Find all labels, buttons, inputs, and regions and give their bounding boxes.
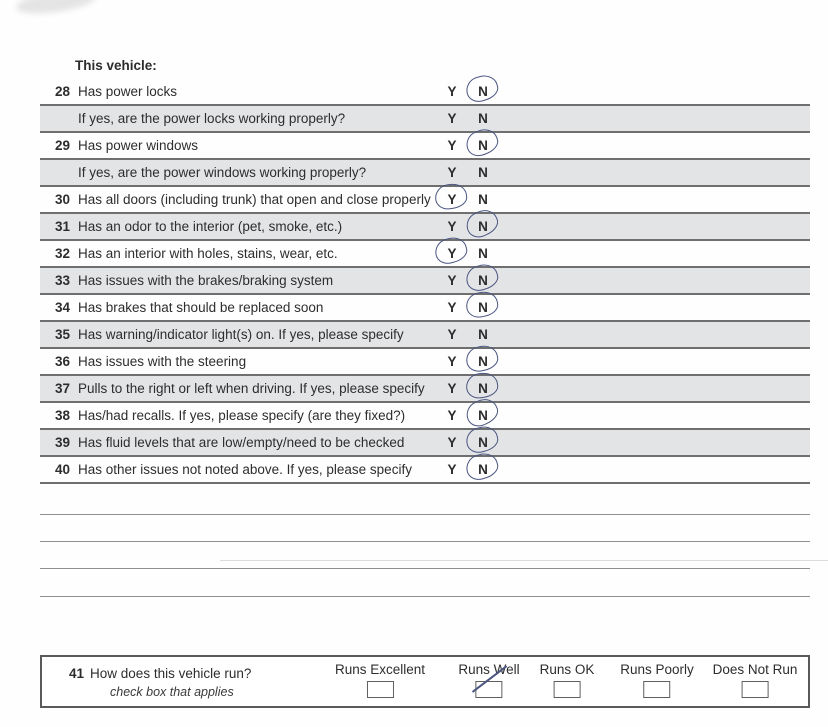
row-label: Has power locks: [78, 84, 178, 99]
no-option[interactable]: N: [476, 376, 490, 401]
row-number: 29: [55, 138, 71, 153]
qa-row: [40, 457, 810, 484]
run-option: [713, 662, 798, 698]
run-option: [458, 662, 519, 698]
no-option[interactable]: N: [478, 192, 488, 207]
yes-option[interactable]: Y: [447, 435, 457, 450]
yes-option[interactable]: Y: [447, 354, 457, 369]
scan-smudge-artifact: [15, 0, 97, 17]
row-label: Pulls to the right or left when driving. If yes, please specify: [78, 381, 425, 396]
qa-row: [40, 79, 810, 106]
run-option-checkbox[interactable]: [476, 681, 503, 698]
no-option[interactable]: N: [476, 457, 490, 482]
run-option-label: Runs Excellent: [334, 662, 426, 677]
row-number: 34: [55, 300, 71, 315]
run-option-label: Runs OK: [539, 662, 595, 677]
no-option[interactable]: N: [476, 430, 490, 455]
qa-rows: [40, 79, 810, 484]
yes-option[interactable]: Y: [447, 273, 457, 288]
row-number: 30: [55, 192, 71, 207]
qa-row: [40, 403, 810, 430]
yes-option[interactable]: Y: [447, 219, 457, 234]
yes-option[interactable]: Y: [445, 241, 459, 266]
row-number: 37: [55, 381, 71, 396]
note-line: [40, 541, 810, 542]
run-option: [620, 662, 694, 698]
question-41-instruction: check box that applies: [110, 685, 234, 699]
no-option[interactable]: N: [476, 214, 490, 239]
row-label: Has issues with the steering: [78, 354, 247, 369]
note-line: [40, 514, 810, 515]
qa-row: [40, 160, 810, 187]
yes-option[interactable]: Y: [445, 187, 459, 212]
no-option[interactable]: N: [476, 79, 490, 104]
row-label: Has warning/indicator light(s) on. If yes, please specify: [78, 327, 404, 342]
row-label: Has/had recalls. If yes, please specify (are they fixed?): [78, 408, 406, 423]
row-label: Has all doors (including trunk) that open and close properly: [78, 192, 431, 207]
run-option-label: Runs Well: [458, 662, 520, 677]
run-option-checkbox[interactable]: [366, 681, 393, 698]
row-label: Has fluid levels that are low/empty/need to be checked: [78, 435, 405, 450]
run-option-label: Runs Poorly: [620, 662, 694, 677]
row-label: Has an odor to the interior (pet, smoke, etc.): [78, 219, 343, 234]
qa-row: [40, 268, 810, 295]
run-option-label: Does Not Run: [712, 662, 798, 677]
question-41-number: 41: [69, 666, 85, 681]
row-number: 38: [55, 408, 71, 423]
run-option: [540, 662, 595, 698]
qa-row: [40, 214, 810, 241]
no-option[interactable]: N: [478, 111, 488, 126]
question-41-label: How does this vehicle run?: [90, 666, 252, 681]
qa-row: [40, 349, 810, 376]
qa-row: [40, 106, 810, 133]
row-number: 35: [55, 327, 71, 342]
row-label: Has an interior with holes, stains, wear, etc.: [78, 246, 338, 261]
row-label: If yes, are the power windows working properly?: [78, 165, 367, 180]
no-option[interactable]: N: [478, 165, 488, 180]
row-number: 31: [55, 219, 71, 234]
scan-line-artifact: [220, 560, 828, 561]
yes-option[interactable]: Y: [447, 381, 457, 396]
no-option[interactable]: N: [476, 268, 490, 293]
question-41-box: [40, 655, 810, 708]
row-number: 28: [55, 84, 71, 99]
question-41-text: [69, 666, 251, 681]
qa-row: [40, 187, 810, 214]
no-option[interactable]: N: [476, 133, 490, 158]
run-option-checkbox[interactable]: [554, 681, 581, 698]
yes-option[interactable]: Y: [447, 165, 457, 180]
yes-option[interactable]: Y: [447, 408, 457, 423]
yes-option[interactable]: Y: [447, 327, 457, 342]
run-option-checkbox[interactable]: [741, 681, 768, 698]
no-option[interactable]: N: [476, 403, 490, 428]
qa-row: [40, 376, 810, 403]
qa-row: [40, 133, 810, 160]
qa-row: [40, 322, 810, 349]
run-option: [335, 662, 425, 698]
yes-option[interactable]: Y: [447, 300, 457, 315]
row-number: 39: [55, 435, 71, 450]
row-number: 40: [55, 462, 71, 477]
yes-option[interactable]: Y: [447, 462, 457, 477]
qa-row: [40, 295, 810, 322]
no-option[interactable]: N: [476, 295, 490, 320]
no-option[interactable]: N: [478, 246, 488, 261]
row-label: Has power windows: [78, 138, 199, 153]
note-line: [40, 596, 810, 597]
qa-row: [40, 430, 810, 457]
section-heading: This vehicle:: [75, 58, 157, 73]
row-label: Has issues with the brakes/braking system: [78, 273, 334, 288]
row-number: 33: [55, 273, 71, 288]
row-label: Has brakes that should be replaced soon: [78, 300, 324, 315]
run-option-checkbox[interactable]: [643, 681, 670, 698]
row-number: 32: [55, 246, 71, 261]
yes-option[interactable]: Y: [447, 111, 457, 126]
no-option[interactable]: N: [476, 349, 490, 374]
note-line: [40, 568, 810, 569]
yes-option[interactable]: Y: [447, 84, 457, 99]
no-option[interactable]: N: [478, 327, 488, 342]
row-label: If yes, are the power locks working properly?: [78, 111, 346, 126]
row-label: Has other issues not noted above. If yes, please specify: [78, 462, 412, 477]
qa-row: [40, 241, 810, 268]
yes-option[interactable]: Y: [447, 138, 457, 153]
row-number: 36: [55, 354, 71, 369]
